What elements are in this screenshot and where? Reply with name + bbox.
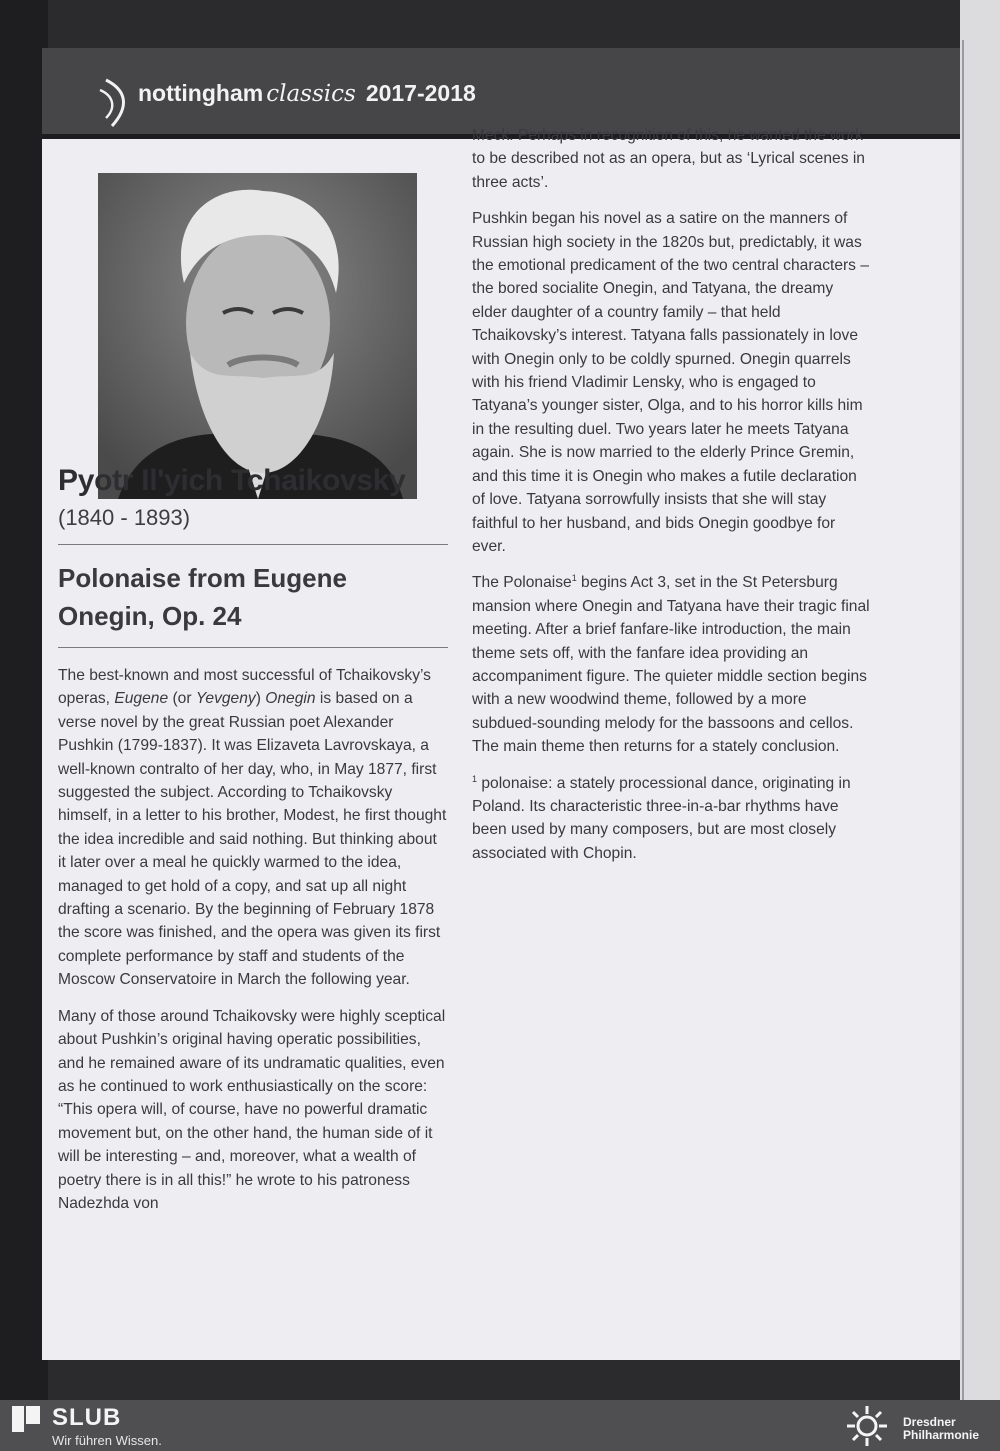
- dresdner-philharmonie-logo-icon: [842, 1402, 892, 1450]
- brand-series: classics: [266, 81, 356, 107]
- work-title: Polonaise from Eugene Onegin, Op. 24: [58, 563, 347, 631]
- season-label: 2017-2018: [365, 80, 476, 106]
- slub-name: SLUB: [52, 1404, 122, 1431]
- footnote-reference: 1: [571, 573, 577, 584]
- brand-name: nottingham: [138, 80, 264, 106]
- right-column: [472, 124, 872, 865]
- footnote: $^1$ polonaise: a stately processional dance, originating in Poland. Its characteristic three-in-a-bar rhythms have been used by many composers, but are most closely associated with Chopin.: [472, 773, 851, 862]
- paragraph-3: Meck. Perhaps in recognition of this, he wanted the work to be described not as an opera, but as ‘Lyrical scenes in three acts’.: [472, 127, 865, 191]
- paragraph-5: The Polonaise$^1$ begins Act 3, set in the St Petersburg mansion where Onegin and Tatyana have their tragic final meeting. After a brief fanfare-like introduction, the main theme sets off, with the fanfare idea providing an accompaniment figure. The quieter middle section begins with a new woodwind theme, followed by a more subdued-sounding melody for the bassoons and cellos. The main theme then returns for a stately conclusion.: [472, 573, 870, 756]
- paragraph-2: Many of those around Tchaikovsky were highly sceptical about Pushkin’s original having operatic possibilities, and he remained aware of its undramatic qualities, even as he continued to work enthusiastically on the score: “This opera will, of course, have no powerful dramatic movement but, on the other hand, the human side of it will be interesting – and, moreover, what a wealth of poetry there is in all this!” he wrote to his patroness Nadezhda von: [58, 1007, 446, 1212]
- slub-tagline: Wir führen Wissen.: [52, 1433, 162, 1448]
- divider: [58, 647, 448, 648]
- paragraph-1: The best-known and most successful of Tchaikovsky’s operas, Eugene (or Yevgeny) Onegin is based on a verse novel by the great Russian poet Alexander Pushkin (1799-1837). It was Elizaveta Lavrovskaya, a well-known contralto of her day, who, in May 1877, first suggested the subject. According to Tchaikovsky himself, in a letter to his brother, Modest, he first thought the idea incredible and said nothing. But thinking about it later over a meal he quickly warmed to the idea, managed to get hold of a copy, and sat up all night drafting a scenario. By the beginning of February 1878 the score was finished, and the opera was given its first complete performance by staff and students of the Moscow Conservatoire in March the following year.: [58, 667, 447, 989]
- footer-bar: [0, 1400, 1000, 1451]
- slub-logo-icon: [12, 1406, 40, 1432]
- composer-dates: (1840 - 1893): [58, 505, 191, 530]
- page-gutter: [962, 40, 964, 1400]
- left-column: [58, 462, 448, 1228]
- nottingham-classics-logo-icon: [96, 76, 136, 130]
- portrait-photo-icon: [98, 173, 417, 499]
- paragraph-4: Pushkin began his novel as a satire on the manners of Russian high society in the 1820s but, predictably, it was the emotional predicament of the two central characters – the bored socialite Onegin, and Tatyana, the dreamy elder daughter of a country family – that held Tchaikovsky’s interest. Tatyana falls passionately in love with Onegin only to be coldly spurned. Onegin quarrels with his friend Vladimir Lensky, who is engaged to Tatyana’s younger sister, Olga, and to his horror kills him in the resulting duel. Two years later he meets Tatyana again. She is now married to the elderly Prince Gremin, and this time it is Onegin who makes a futile declaration of love. Tatyana sorrowfully insists that she will stay faithful to her husband, and bids Onegin goodbye for ever.: [472, 210, 869, 555]
- scan-facing-page: [960, 0, 1000, 1400]
- divider: [58, 544, 448, 545]
- brand-title: [138, 80, 476, 107]
- partner-name: Dresdner Philharmonie: [903, 1415, 980, 1442]
- scan-left-margin: [0, 0, 48, 1400]
- composer-name: Pyotr Il'yich Tchaikovsky: [58, 464, 406, 497]
